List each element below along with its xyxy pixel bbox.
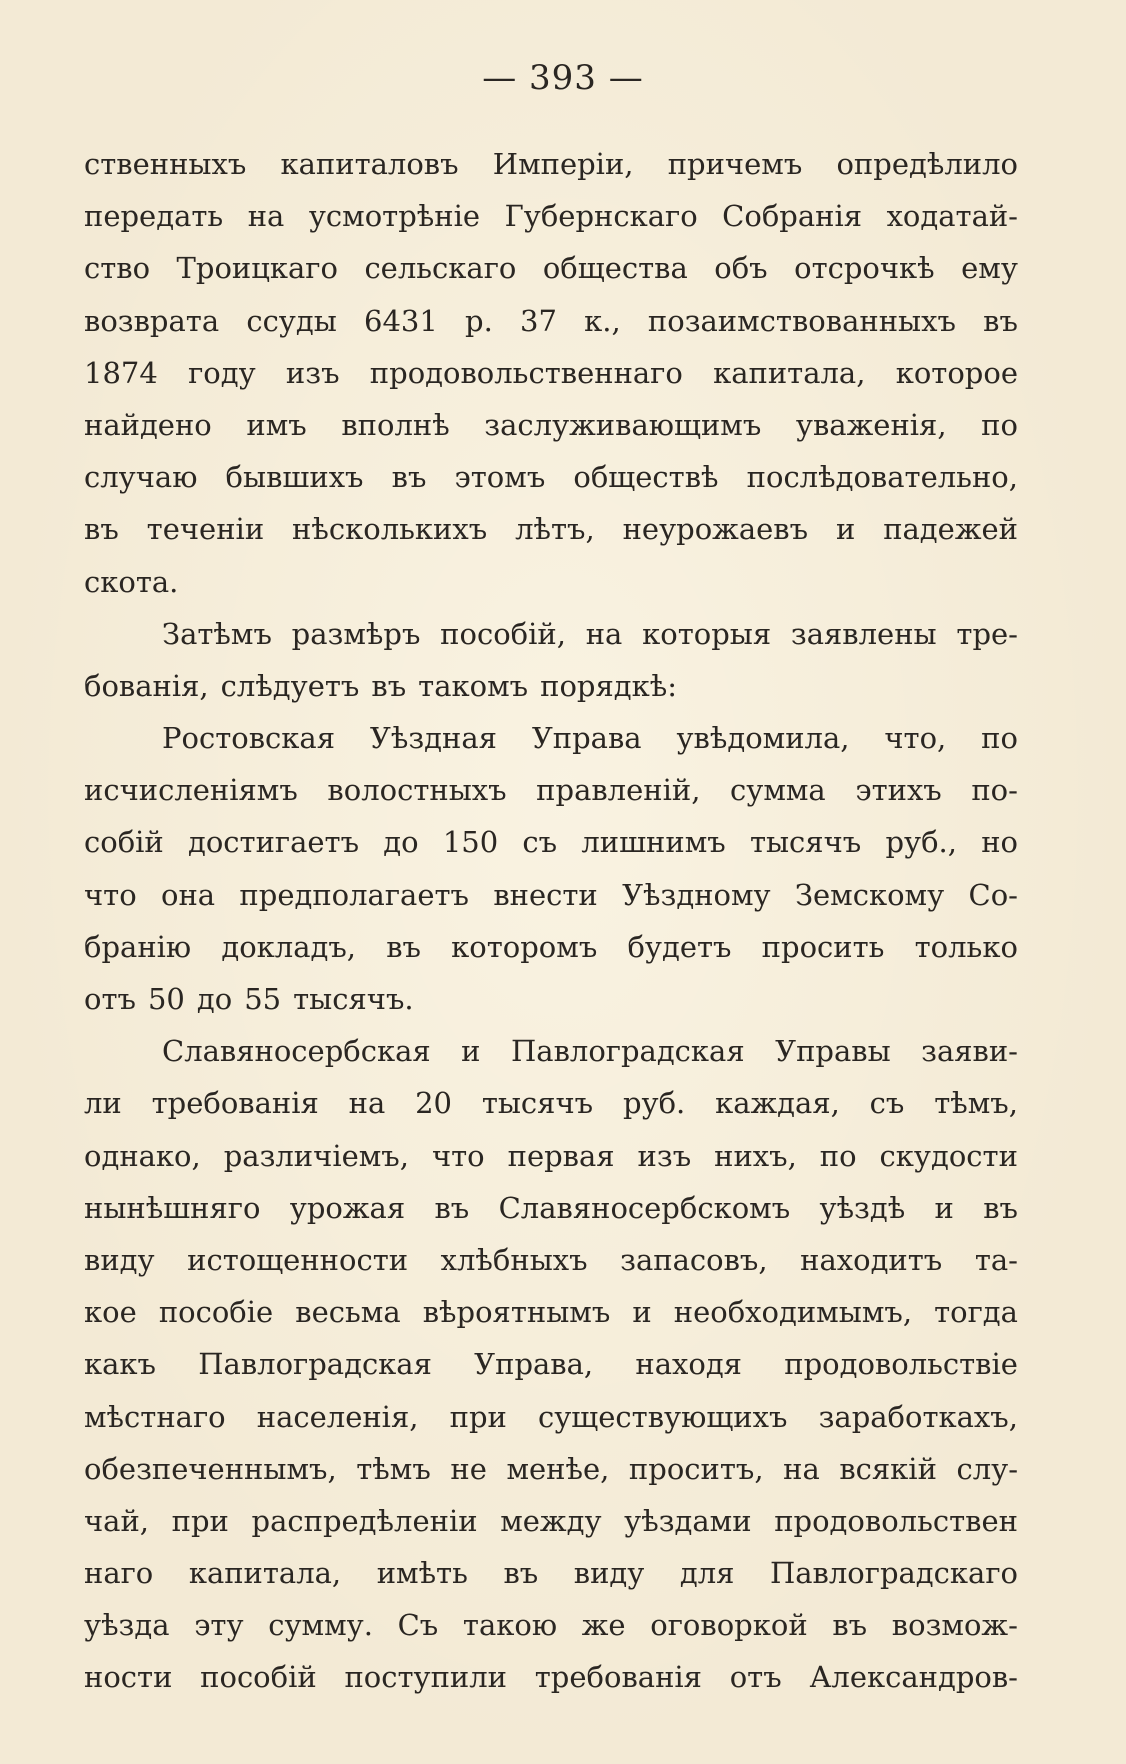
text-line: [84, 190, 1018, 242]
word: возмож-: [891, 1608, 1018, 1643]
word: позаимствованныхъ: [647, 303, 956, 338]
word: тѣмъ,: [934, 1086, 1018, 1121]
word: которомъ: [451, 929, 598, 964]
word: руб.,: [885, 825, 957, 860]
word: году: [188, 355, 256, 390]
word: руб.: [622, 1086, 686, 1121]
word: тысячъ: [481, 1086, 594, 1121]
word: капиталовъ: [280, 147, 459, 181]
word: въ: [983, 303, 1018, 338]
word: требованія: [534, 1660, 702, 1695]
word: въ: [386, 929, 421, 964]
word: Павлоградскаго: [769, 1556, 1018, 1591]
word: пособіе: [158, 1295, 274, 1330]
word: лѣтъ,: [515, 512, 595, 547]
word: Славяносербскомъ: [498, 1190, 791, 1225]
text-line: [84, 138, 1018, 190]
text-line: [84, 556, 1018, 608]
word: Съ: [397, 1608, 439, 1643]
word: Славяносербская: [162, 1034, 431, 1069]
word: обезпеченнымъ,: [84, 1451, 337, 1486]
word: опредѣлило: [836, 147, 1018, 181]
word: 55: [244, 982, 282, 1016]
word: на: [783, 1451, 820, 1486]
word: отсрочкѣ: [794, 251, 935, 286]
text-line: [84, 1443, 1018, 1495]
word: волостныхъ: [327, 773, 507, 808]
word: случаю: [84, 460, 198, 495]
word: изъ: [285, 355, 340, 390]
word: съ: [522, 825, 558, 860]
word: падежей: [883, 512, 1018, 547]
word: 1874: [84, 355, 158, 390]
text-line: [84, 399, 1018, 451]
word: что: [431, 1138, 485, 1173]
text-line: [84, 1130, 1018, 1182]
word: ственныхъ: [84, 147, 247, 181]
word: при: [171, 1503, 229, 1538]
word: и: [835, 512, 856, 547]
word: такою: [462, 1608, 558, 1643]
word: передать: [84, 199, 224, 234]
word: по: [981, 721, 1018, 756]
text-line: [84, 503, 1018, 555]
word: однако,: [84, 1138, 201, 1173]
word: въ: [371, 668, 407, 703]
word: Со-: [968, 877, 1018, 912]
word: эту: [194, 1608, 244, 1643]
word: заяви-: [921, 1034, 1018, 1069]
word: по-: [971, 773, 1018, 808]
word: находитъ: [800, 1242, 943, 1277]
word: заявлены: [790, 616, 937, 651]
text-line: [84, 1599, 1018, 1651]
word: распредѣленіи: [251, 1503, 478, 1538]
word: она: [161, 877, 216, 912]
word: Затѣмъ: [162, 616, 272, 651]
word: Управа,: [474, 1347, 594, 1382]
text-line: [84, 1286, 1018, 1338]
word: урожая: [289, 1190, 406, 1225]
word: объ: [714, 251, 768, 286]
word: мѣстнаго: [84, 1399, 226, 1434]
word: менѣе,: [506, 1451, 610, 1486]
word: въ: [503, 1556, 539, 1591]
word: не: [450, 1451, 487, 1486]
word: въ: [832, 1608, 868, 1643]
word: до: [196, 982, 233, 1016]
word: ему: [961, 251, 1018, 286]
text-line: [84, 1234, 1018, 1286]
word: продовольственнаго: [369, 355, 683, 390]
word: Ростовская: [162, 721, 335, 756]
word: только: [914, 929, 1018, 964]
word: ссуды: [246, 303, 337, 338]
word: виду: [84, 1242, 155, 1277]
word: тѣмъ: [356, 1451, 431, 1486]
word: Павлоградская: [510, 1034, 745, 1069]
word: пособій,: [440, 616, 566, 651]
word: на: [247, 199, 285, 234]
word: теченіи: [146, 512, 265, 547]
text-line: [84, 1391, 1018, 1443]
text-line: [84, 242, 1018, 294]
text-line: [84, 1651, 1018, 1703]
text-line: [84, 1338, 1018, 1390]
word: р.: [465, 303, 493, 338]
word: необходимымъ,: [673, 1295, 913, 1330]
word: такомъ: [418, 668, 529, 703]
word: размѣръ: [291, 616, 421, 651]
word: тысячъ: [749, 825, 862, 860]
text-line: [84, 608, 1018, 660]
word: оговоркой: [650, 1608, 808, 1643]
word: слѣдуетъ: [220, 668, 360, 703]
word: въ: [391, 460, 427, 495]
page-number: — 393 —: [482, 58, 644, 98]
word: правленій,: [536, 773, 701, 808]
word: ство: [84, 251, 151, 286]
text-line: [84, 295, 1018, 347]
word: сельскаго: [364, 251, 517, 286]
word: поступили: [344, 1660, 508, 1695]
word: истощенности: [187, 1242, 409, 1277]
word: Троицкаго: [176, 251, 338, 286]
word: уѣздѣ: [819, 1190, 906, 1225]
word: этихъ: [855, 773, 942, 808]
word: въ: [84, 512, 119, 547]
word: порядкѣ:: [540, 668, 677, 703]
word: бранію: [84, 929, 192, 964]
word: скота.: [84, 564, 179, 599]
word: предполагаетъ: [239, 877, 469, 912]
word: 20: [415, 1086, 452, 1121]
word: бованія,: [84, 668, 209, 703]
text-line: [84, 869, 1018, 921]
word: по: [981, 407, 1018, 442]
word: уѣзда: [84, 1608, 170, 1643]
word: же: [581, 1608, 626, 1643]
word: сумма: [730, 773, 826, 808]
word: 37: [520, 303, 557, 338]
word: хлѣбныхъ: [440, 1242, 588, 1277]
body-text: [84, 138, 1018, 1704]
word: заработкахъ,: [818, 1399, 1018, 1434]
word: различіемъ,: [223, 1138, 409, 1173]
word: существующихъ: [538, 1399, 788, 1434]
text-line: [84, 1182, 1018, 1234]
word: которыя: [642, 616, 772, 651]
word: 150: [442, 825, 499, 860]
word: послѣдовательно,: [746, 460, 1018, 495]
word: лишнимъ: [581, 825, 726, 860]
word: до: [383, 825, 419, 860]
word: капитала,: [188, 1556, 342, 1591]
word: имъ: [246, 407, 307, 442]
word: тысячъ.: [293, 982, 414, 1016]
word: Имперіи,: [492, 147, 634, 181]
word: чай,: [84, 1503, 150, 1538]
word: и: [461, 1034, 481, 1069]
word: наго: [84, 1556, 154, 1591]
word: неурожаевъ: [622, 512, 809, 547]
word: имѣть: [376, 1556, 468, 1591]
word: весьма: [295, 1295, 401, 1330]
word: пособій: [200, 1660, 317, 1695]
word: и: [934, 1190, 954, 1225]
word: но: [981, 825, 1018, 860]
word: запасовъ,: [620, 1242, 768, 1277]
word: что,: [884, 721, 947, 756]
text-line: [84, 1077, 1018, 1129]
word: которое: [895, 355, 1018, 390]
word: к.,: [584, 303, 621, 338]
word: найдено: [84, 407, 212, 442]
word: Земскому: [794, 877, 945, 912]
word: между: [500, 1503, 602, 1538]
text-line: [84, 816, 1018, 868]
word: 6431: [364, 303, 438, 338]
word: что: [84, 877, 137, 912]
word: Павлоградская: [198, 1347, 432, 1382]
word: обществѣ: [573, 460, 719, 495]
word: проситъ,: [628, 1451, 764, 1486]
word: усмотрѣніе: [308, 199, 481, 234]
word: изъ: [637, 1138, 692, 1173]
word: Александров-: [809, 1660, 1018, 1695]
word: всякій: [839, 1451, 937, 1486]
word: кое: [84, 1295, 137, 1330]
word: продовольствен: [774, 1503, 1018, 1538]
word: заслуживающимъ: [484, 407, 762, 442]
word: тре-: [956, 616, 1018, 651]
word: находя: [635, 1347, 742, 1382]
word: капитала,: [713, 355, 866, 390]
word: собій: [84, 825, 164, 860]
word: увѣдомила,: [676, 721, 850, 756]
word: та-: [974, 1242, 1018, 1277]
word: населенія,: [256, 1399, 419, 1434]
word: просить: [761, 929, 885, 964]
word: возврата: [84, 303, 220, 338]
text-line: [84, 451, 1018, 503]
text-line: [84, 712, 1018, 764]
word: нѣсколькихъ: [292, 512, 488, 547]
text-line: [84, 1547, 1018, 1599]
word: каждая,: [715, 1086, 840, 1121]
word: Уѣздному: [622, 877, 771, 912]
word: на: [585, 616, 623, 651]
word: первая: [507, 1138, 615, 1173]
word: Управы: [775, 1034, 891, 1069]
word: бывшихъ: [225, 460, 364, 495]
word: общества: [542, 251, 688, 286]
word: съ: [869, 1086, 905, 1121]
word: будетъ: [627, 929, 732, 964]
word: нихъ,: [714, 1138, 797, 1173]
word: Губернскаго: [504, 199, 698, 234]
word: докладъ,: [221, 929, 357, 964]
word: по: [819, 1138, 857, 1173]
word: внести: [493, 877, 598, 912]
word: слу-: [956, 1451, 1018, 1486]
word: уваженія,: [795, 407, 947, 442]
word: отъ: [729, 1660, 782, 1695]
word: на: [348, 1086, 386, 1121]
word: и: [632, 1295, 652, 1330]
word: 50: [147, 982, 185, 1016]
text-line: [84, 973, 1018, 1025]
word: для: [679, 1556, 735, 1591]
word: уѣздами: [624, 1503, 752, 1538]
word: причемъ: [667, 147, 803, 181]
word: отъ: [84, 982, 136, 1016]
word: исчисленіямъ: [84, 773, 298, 808]
word: сумму.: [268, 1608, 373, 1643]
text-line: [84, 1495, 1018, 1547]
word: продовольствіе: [784, 1347, 1018, 1382]
text-line: [84, 1025, 1018, 1077]
word: скудости: [879, 1138, 1018, 1173]
word: тогда: [934, 1295, 1018, 1330]
word: этомъ: [454, 460, 546, 495]
word: нынѣшняго: [84, 1190, 261, 1225]
word: достигаетъ: [187, 825, 360, 860]
text-line: [84, 764, 1018, 816]
word: въ: [434, 1190, 470, 1225]
word: требованія: [151, 1086, 319, 1121]
word: вѣроятнымъ: [422, 1295, 611, 1330]
word: Уѣздная: [369, 721, 497, 756]
word: въ: [983, 1190, 1018, 1225]
text-line: [84, 347, 1018, 399]
word: ходатай-: [886, 199, 1018, 234]
text-line: [84, 660, 1018, 712]
word: ли: [84, 1086, 122, 1121]
word: Собранія: [722, 199, 863, 234]
word: при: [449, 1399, 507, 1434]
word: виду: [573, 1556, 645, 1591]
word: какъ: [84, 1347, 156, 1382]
word: Управа: [531, 721, 642, 756]
word: ности: [84, 1660, 173, 1695]
text-line: [84, 921, 1018, 973]
word: вполнѣ: [341, 407, 450, 442]
